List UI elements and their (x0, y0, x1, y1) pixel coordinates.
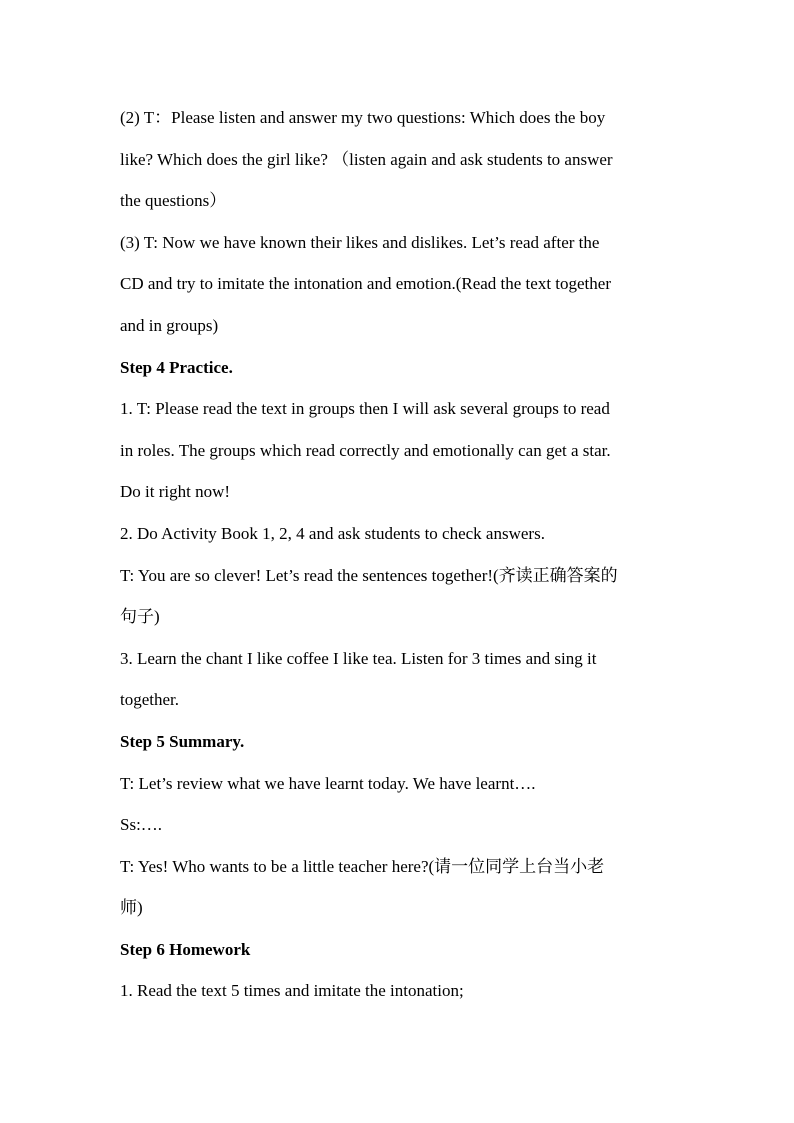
text-line: (3) T: Now we have known their likes and dislikes. Let’s read after the (120, 232, 600, 252)
section-heading: Step 5 Summary. (120, 731, 245, 751)
text-line: in roles. The groups which read correctly and emotionally can get a star. (120, 440, 611, 460)
text-line: 1. Read the text 5 times and imitate the intonation; (120, 981, 464, 1001)
text-line: like? Which does the girl like? （listen again and ask students to answer (120, 149, 613, 169)
text-line: 句子) (120, 607, 160, 627)
text-line: 3. Learn the chant I like coffee I like tea. Listen for 3 times and sing it (120, 648, 597, 668)
section-heading: Step 6 Homework (120, 939, 251, 959)
text-line: CD and try to imitate the intonation and emotion.(Read the text together (120, 274, 611, 294)
text-line: Ss:…. (120, 815, 163, 835)
text-line: (2) T：Please listen and answer my two questions: Which does the boy (120, 108, 606, 127)
text-line: 1. T: Please read the text in groups then I will ask several groups to read (120, 399, 610, 419)
text-line: T: Let’s review what we have learnt today. We have learnt…. (120, 773, 536, 793)
text-line: T: Yes! Who wants to be a little teacher here?(请一位同学上台当小老 (120, 856, 605, 876)
document-body (120, 97, 680, 1012)
section-heading: Step 4 Practice. (120, 357, 233, 377)
text-line: together. (120, 690, 180, 710)
text-line: Do it right now! (120, 482, 231, 502)
text-line: the questions） (120, 191, 227, 211)
text-line: T: You are so clever! Let’s read the sentences together!(齐读正确答案的 (120, 565, 618, 585)
text-line: 师) (120, 898, 143, 918)
text-line: 2. Do Activity Book 1, 2, 4 and ask students to check answers. (120, 523, 545, 543)
text-line: and in groups) (120, 315, 219, 335)
